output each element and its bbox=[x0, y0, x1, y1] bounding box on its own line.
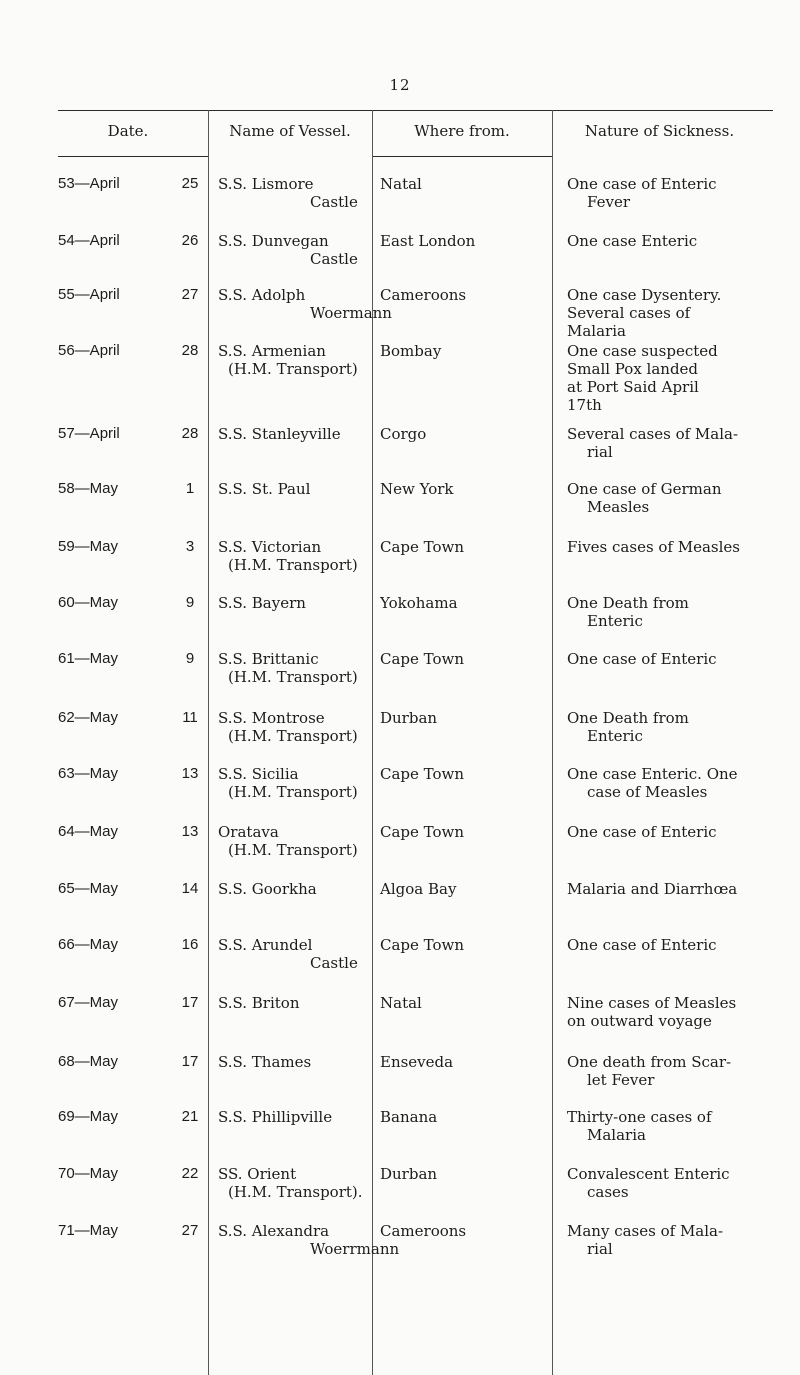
nature-line: One case of Enteric bbox=[567, 175, 717, 193]
nature-line: Convalescent Enteric bbox=[567, 1165, 730, 1183]
table-row bbox=[0, 765, 800, 825]
vessel-line: S.S. Adolph bbox=[218, 286, 306, 304]
vessel-line: (H.M. Transport) bbox=[228, 556, 358, 574]
vessel-line: Oratava bbox=[218, 823, 279, 841]
row-date: 58—May bbox=[58, 480, 119, 497]
row-nature bbox=[567, 936, 772, 954]
nature-line: let Fever bbox=[587, 1071, 655, 1089]
nature-line: Nine cases of Measles bbox=[567, 994, 737, 1012]
nature-line: One case Enteric bbox=[567, 232, 698, 250]
row-day: 28 bbox=[181, 425, 199, 442]
nature-line: Enteric bbox=[587, 727, 643, 745]
row-day: 9 bbox=[185, 650, 195, 667]
row-date: 64—May bbox=[58, 823, 119, 840]
header-vessel: Name of Vessel. bbox=[229, 122, 351, 140]
row-vessel bbox=[218, 1222, 400, 1258]
table-row bbox=[0, 538, 800, 598]
vessel-line: S.S. St. Paul bbox=[218, 480, 311, 498]
table-row bbox=[0, 823, 800, 883]
nature-line: Enteric bbox=[587, 612, 643, 630]
vessel-line: S.S. Victorian bbox=[218, 538, 322, 556]
row-nature bbox=[567, 342, 772, 414]
nature-line: Malaria and Diarrhœa bbox=[567, 880, 738, 898]
top-rule bbox=[58, 110, 773, 111]
row-date: 59—May bbox=[58, 538, 119, 555]
header-nature: Nature of Sickness. bbox=[584, 122, 735, 140]
row-nature bbox=[567, 1108, 772, 1144]
row-from: Durban bbox=[380, 709, 438, 727]
vessel-line: S.S. Dunvegan bbox=[218, 232, 329, 250]
row-vessel bbox=[218, 1108, 368, 1126]
nature-line: One Death from bbox=[567, 709, 689, 727]
table-row bbox=[0, 594, 800, 654]
row-vessel bbox=[218, 175, 368, 211]
header-rule-date bbox=[58, 156, 208, 157]
vessel-line: S.S. Arundel bbox=[218, 936, 313, 954]
row-vessel bbox=[218, 1165, 368, 1201]
vessel-line: S.S. Brittanic bbox=[218, 650, 319, 668]
nature-line: One case Dysentery. bbox=[567, 286, 722, 304]
row-day: 22 bbox=[181, 1165, 199, 1182]
row-from: New York bbox=[380, 480, 454, 498]
row-from: Cape Town bbox=[380, 765, 465, 783]
row-vessel bbox=[218, 765, 368, 801]
row-nature bbox=[567, 594, 772, 630]
vessel-line: S.S. Lismore bbox=[218, 175, 314, 193]
nature-line: on outward voyage bbox=[567, 1012, 712, 1030]
row-from: Algoa Bay bbox=[380, 880, 457, 898]
table-row bbox=[0, 994, 800, 1054]
nature-line: Many cases of Mala- bbox=[567, 1222, 724, 1240]
row-date: 53—April bbox=[58, 175, 120, 192]
vessel-line: Woermann bbox=[310, 304, 392, 322]
row-nature bbox=[567, 1165, 772, 1201]
row-nature bbox=[567, 994, 772, 1030]
header-from: Where from. bbox=[414, 122, 510, 140]
nature-line: Malaria bbox=[567, 322, 626, 340]
row-vessel bbox=[218, 880, 368, 898]
vessel-line: (H.M. Transport). bbox=[228, 1183, 363, 1201]
row-vessel bbox=[218, 594, 368, 612]
row-vessel bbox=[218, 342, 368, 378]
nature-line: One case Enteric. One bbox=[567, 765, 738, 783]
row-vessel bbox=[218, 650, 368, 686]
vessel-line: S.S. Phillipville bbox=[218, 1108, 333, 1126]
table-row bbox=[0, 342, 800, 414]
row-day: 13 bbox=[181, 823, 199, 840]
row-day: 11 bbox=[182, 709, 198, 726]
row-from: Cameroons bbox=[380, 286, 467, 304]
table-row bbox=[0, 232, 800, 292]
row-from: Cameroons bbox=[380, 1222, 467, 1240]
nature-line: Fives cases of Measles bbox=[567, 538, 741, 556]
row-day: 1 bbox=[185, 480, 195, 497]
row-vessel bbox=[218, 480, 368, 498]
table-row bbox=[0, 709, 800, 769]
row-date: 62—May bbox=[58, 709, 119, 726]
nature-line: One case of German bbox=[567, 480, 722, 498]
table-row bbox=[0, 1222, 800, 1282]
row-vessel bbox=[218, 538, 368, 574]
vessel-line: S.S. Armenian bbox=[218, 342, 326, 360]
row-from: Natal bbox=[380, 175, 422, 193]
vessel-line: Castle bbox=[310, 193, 358, 211]
nature-line: 17th bbox=[567, 396, 602, 414]
nature-line: Measles bbox=[587, 498, 650, 516]
row-vessel bbox=[218, 936, 368, 972]
vessel-line: S.S. Alexandra bbox=[218, 1222, 330, 1240]
row-nature bbox=[567, 175, 772, 211]
row-nature bbox=[567, 823, 772, 841]
table-row bbox=[0, 1108, 800, 1168]
row-date: 63—May bbox=[58, 765, 119, 782]
row-from: Cape Town bbox=[380, 936, 465, 954]
table-row bbox=[0, 425, 800, 485]
table-row bbox=[0, 480, 800, 540]
header-date: Date. bbox=[107, 122, 149, 140]
nature-line: One case of Enteric bbox=[567, 936, 717, 954]
row-vessel bbox=[218, 232, 368, 268]
row-date: 60—May bbox=[58, 594, 119, 611]
row-date: 54—April bbox=[58, 232, 120, 249]
row-from: Corgo bbox=[380, 425, 427, 443]
row-from: Bombay bbox=[380, 342, 442, 360]
nature-line: Several cases of bbox=[567, 304, 691, 322]
row-day: 9 bbox=[185, 594, 195, 611]
nature-line: Malaria bbox=[587, 1126, 646, 1144]
row-date: 57—April bbox=[58, 425, 120, 442]
row-vessel bbox=[218, 1053, 368, 1071]
row-day: 3 bbox=[185, 538, 195, 555]
vessel-line: (H.M. Transport) bbox=[228, 360, 358, 378]
row-date: 56—April bbox=[58, 342, 120, 359]
row-nature bbox=[567, 286, 772, 340]
vessel-line: S.S. Stanleyville bbox=[218, 425, 341, 443]
vessel-line: (H.M. Transport) bbox=[228, 783, 358, 801]
row-day: 25 bbox=[181, 175, 199, 192]
nature-line: rial bbox=[587, 1240, 613, 1258]
row-from: Cape Town bbox=[380, 538, 465, 556]
row-from: Cape Town bbox=[380, 650, 465, 668]
table-row bbox=[0, 286, 800, 346]
table-row bbox=[0, 1053, 800, 1113]
table-row bbox=[0, 880, 800, 940]
table-row bbox=[0, 936, 800, 996]
vessel-line: S.S. Briton bbox=[218, 994, 300, 1012]
nature-line: Fever bbox=[587, 193, 630, 211]
row-nature bbox=[567, 880, 772, 898]
row-day: 21 bbox=[181, 1108, 199, 1125]
vessel-line: Woerrmann bbox=[310, 1240, 400, 1258]
row-day: 17 bbox=[181, 994, 199, 1011]
row-nature bbox=[567, 765, 772, 801]
row-vessel bbox=[218, 823, 368, 859]
nature-line: rial bbox=[587, 443, 613, 461]
row-day: 27 bbox=[181, 1222, 199, 1239]
row-vessel bbox=[218, 425, 368, 443]
nature-line: Thirty-one cases of bbox=[567, 1108, 712, 1126]
row-nature bbox=[567, 1222, 772, 1258]
row-from: Yokohama bbox=[380, 594, 458, 612]
nature-line: One case of Enteric bbox=[567, 650, 717, 668]
page-number: 12 bbox=[389, 76, 411, 94]
nature-line: One Death from bbox=[567, 594, 689, 612]
row-day: 13 bbox=[181, 765, 199, 782]
row-nature bbox=[567, 1053, 772, 1089]
nature-line: One death from Scar- bbox=[567, 1053, 732, 1071]
row-day: 17 bbox=[181, 1053, 199, 1070]
vessel-line: (H.M. Transport) bbox=[228, 841, 358, 859]
nature-line: at Port Said April bbox=[567, 378, 699, 396]
vessel-line: S.S. Thames bbox=[218, 1053, 312, 1071]
row-day: 26 bbox=[181, 232, 199, 249]
row-from: Natal bbox=[380, 994, 422, 1012]
table-row bbox=[0, 650, 800, 710]
vessel-line: Castle bbox=[310, 250, 358, 268]
row-nature bbox=[567, 538, 772, 556]
row-date: 67—May bbox=[58, 994, 119, 1011]
row-from: East London bbox=[380, 232, 476, 250]
row-from: Durban bbox=[380, 1165, 438, 1183]
vessel-line: (H.M. Transport) bbox=[228, 727, 358, 745]
vessel-line: S.S. Montrose bbox=[218, 709, 325, 727]
table-row bbox=[0, 1165, 800, 1225]
row-date: 65—May bbox=[58, 880, 119, 897]
table-row bbox=[0, 175, 800, 235]
row-vessel bbox=[218, 709, 368, 745]
row-from: Banana bbox=[380, 1108, 438, 1126]
row-vessel bbox=[218, 286, 392, 322]
row-nature bbox=[567, 425, 772, 461]
row-nature bbox=[567, 650, 772, 668]
row-day: 16 bbox=[181, 936, 199, 953]
row-day: 27 bbox=[181, 286, 199, 303]
nature-line: One case suspected bbox=[567, 342, 718, 360]
row-date: 61—May bbox=[58, 650, 119, 667]
vessel-line: (H.M. Transport) bbox=[228, 668, 358, 686]
row-date: 70—May bbox=[58, 1165, 119, 1182]
vessel-line: SS. Orient bbox=[218, 1165, 297, 1183]
row-date: 71—May bbox=[58, 1222, 119, 1239]
nature-line: Small Pox landed bbox=[567, 360, 699, 378]
row-nature bbox=[567, 709, 772, 745]
row-date: 69—May bbox=[58, 1108, 119, 1125]
nature-line: cases bbox=[587, 1183, 629, 1201]
row-nature bbox=[567, 480, 772, 516]
row-date: 55—April bbox=[58, 286, 120, 303]
row-day: 28 bbox=[181, 342, 199, 359]
row-day: 14 bbox=[181, 880, 199, 897]
nature-line: case of Measles bbox=[587, 783, 708, 801]
header-rule-from bbox=[372, 156, 552, 157]
row-date: 68—May bbox=[58, 1053, 119, 1070]
vessel-line: S.S. Bayern bbox=[218, 594, 306, 612]
vessel-line: Castle bbox=[310, 954, 358, 972]
row-from: Enseveda bbox=[380, 1053, 454, 1071]
row-nature bbox=[567, 232, 772, 250]
row-from: Cape Town bbox=[380, 823, 465, 841]
vessel-line: S.S. Goorkha bbox=[218, 880, 317, 898]
row-date: 66—May bbox=[58, 936, 119, 953]
nature-line: Several cases of Mala- bbox=[567, 425, 739, 443]
row-vessel bbox=[218, 994, 368, 1012]
vessel-line: S.S. Sicilia bbox=[218, 765, 299, 783]
nature-line: One case of Enteric bbox=[567, 823, 717, 841]
